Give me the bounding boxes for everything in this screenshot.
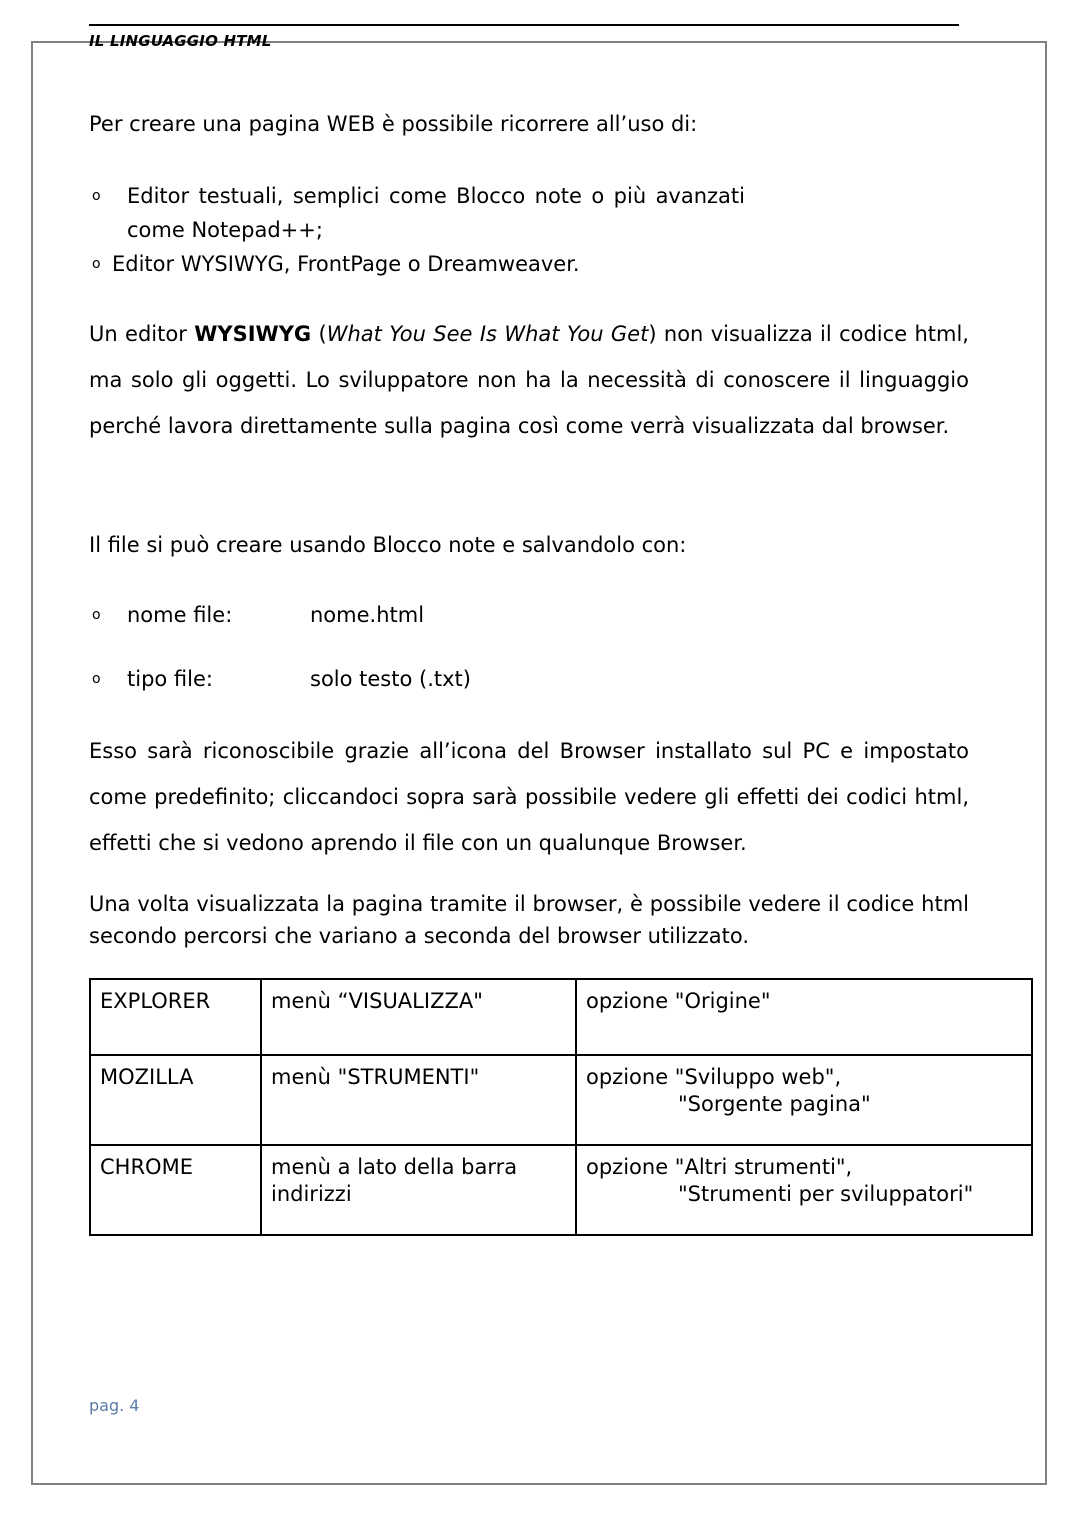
spacer	[89, 556, 969, 600]
cell-option-path	[576, 979, 1032, 1055]
spacer	[89, 281, 969, 311]
file-name-label: nome file:	[127, 603, 233, 627]
bullet-o-icon: o	[92, 256, 101, 272]
bullet-o-icon: o	[92, 188, 101, 204]
list-item	[89, 600, 969, 630]
wysiwyg-italic-expansion: What You See Is What You Get	[326, 322, 649, 346]
document-content	[89, 112, 974, 1236]
cell-option-path	[576, 1055, 1032, 1145]
menu-line-2: indirizzi	[271, 1182, 352, 1206]
spacer	[89, 630, 969, 664]
wysiwyg-bold-term: WYSIWYG	[194, 322, 312, 346]
bullet-o-icon: o	[92, 671, 101, 687]
table-row	[90, 1055, 1032, 1145]
intro-lead-paragraph: Per creare una pagina WEB è possibile ricorrere all’uso di:	[89, 112, 698, 136]
spacer	[89, 952, 969, 978]
menu-line-1: menù a lato della barra	[271, 1155, 518, 1179]
spacer	[89, 135, 969, 179]
spacer	[89, 509, 969, 535]
cell-browser-name: CHROME	[90, 1145, 261, 1235]
save-options-list	[89, 600, 969, 694]
spacer	[89, 866, 969, 888]
option-line-1: opzione "Origine"	[586, 989, 771, 1013]
editor-options-list	[89, 179, 969, 281]
list-item	[89, 247, 969, 281]
page-footer-number: pag. 4	[89, 1396, 140, 1415]
option-line-1: opzione "Sviluppo web",	[586, 1065, 842, 1089]
spacer	[89, 449, 969, 509]
header-rule	[89, 24, 959, 26]
cell-menu-path: menù “VISUALIZZA"	[261, 979, 576, 1055]
page-header	[89, 24, 959, 50]
view-source-paragraph: Una volta visualizzata la pagina tramite il browser, è possibile vedere il codice html secondo percorsi che variano a seconda del browser utilizzato.	[89, 892, 969, 948]
cell-browser-name: MOZILLA	[90, 1055, 261, 1145]
option-line-2: "Sorgente pagina"	[678, 1092, 871, 1116]
wysiwyg-text-lead: Un editor	[89, 322, 195, 346]
browser-icon-paragraph: Esso sarà riconoscibile grazie all’icona del Browser installato sul PC e impostato come predefinito; cliccandoci sopra sarà possibile vedere gli effetti dei codici html, effetti che si vedono aprendo il file con un qualunque Browser.	[89, 739, 969, 855]
file-type-label: tipo file:	[127, 667, 213, 691]
list-item-label: Editor testuali, semplici come Blocco note o più avanzati come Notepad++;	[127, 184, 745, 242]
file-name-value: nome.html	[310, 603, 425, 627]
option-line-1: opzione "Altri strumenti",	[586, 1155, 853, 1179]
option-line-2: "Strumenti per sviluppatori"	[678, 1182, 974, 1206]
cell-menu-path	[261, 1145, 576, 1235]
file-type-value: solo testo (.txt)	[310, 667, 471, 691]
paren-close: )	[648, 322, 664, 346]
list-item-label: Editor WYSIWYG, FrontPage o Dreamweaver.	[112, 252, 580, 276]
header-title: IL LINGUAGGIO HTML	[89, 32, 272, 50]
list-item	[89, 664, 969, 694]
paren-open: (	[311, 322, 327, 346]
table-row	[90, 979, 1032, 1055]
save-intro-paragraph: Il file si può creare usando Blocco note e salvandolo con:	[89, 533, 687, 557]
browser-view-source-table	[89, 978, 1033, 1236]
list-item	[89, 179, 745, 247]
wysiwyg-text-rest: non visualizza il codice html, ma solo gli oggetti. Lo sviluppatore non ha la necessità di conoscere il linguaggio perché lavora direttamente sulla pagina così come verrà visualizzata dal browser.	[89, 322, 969, 438]
cell-menu-path: menù "STRUMENTI"	[261, 1055, 576, 1145]
spacer	[89, 694, 969, 728]
cell-option-path	[576, 1145, 1032, 1235]
wysiwyg-paragraph	[89, 311, 969, 449]
cell-browser-name: EXPLORER	[90, 979, 261, 1055]
bullet-o-icon: o	[92, 607, 101, 623]
table-row	[90, 1145, 1032, 1235]
